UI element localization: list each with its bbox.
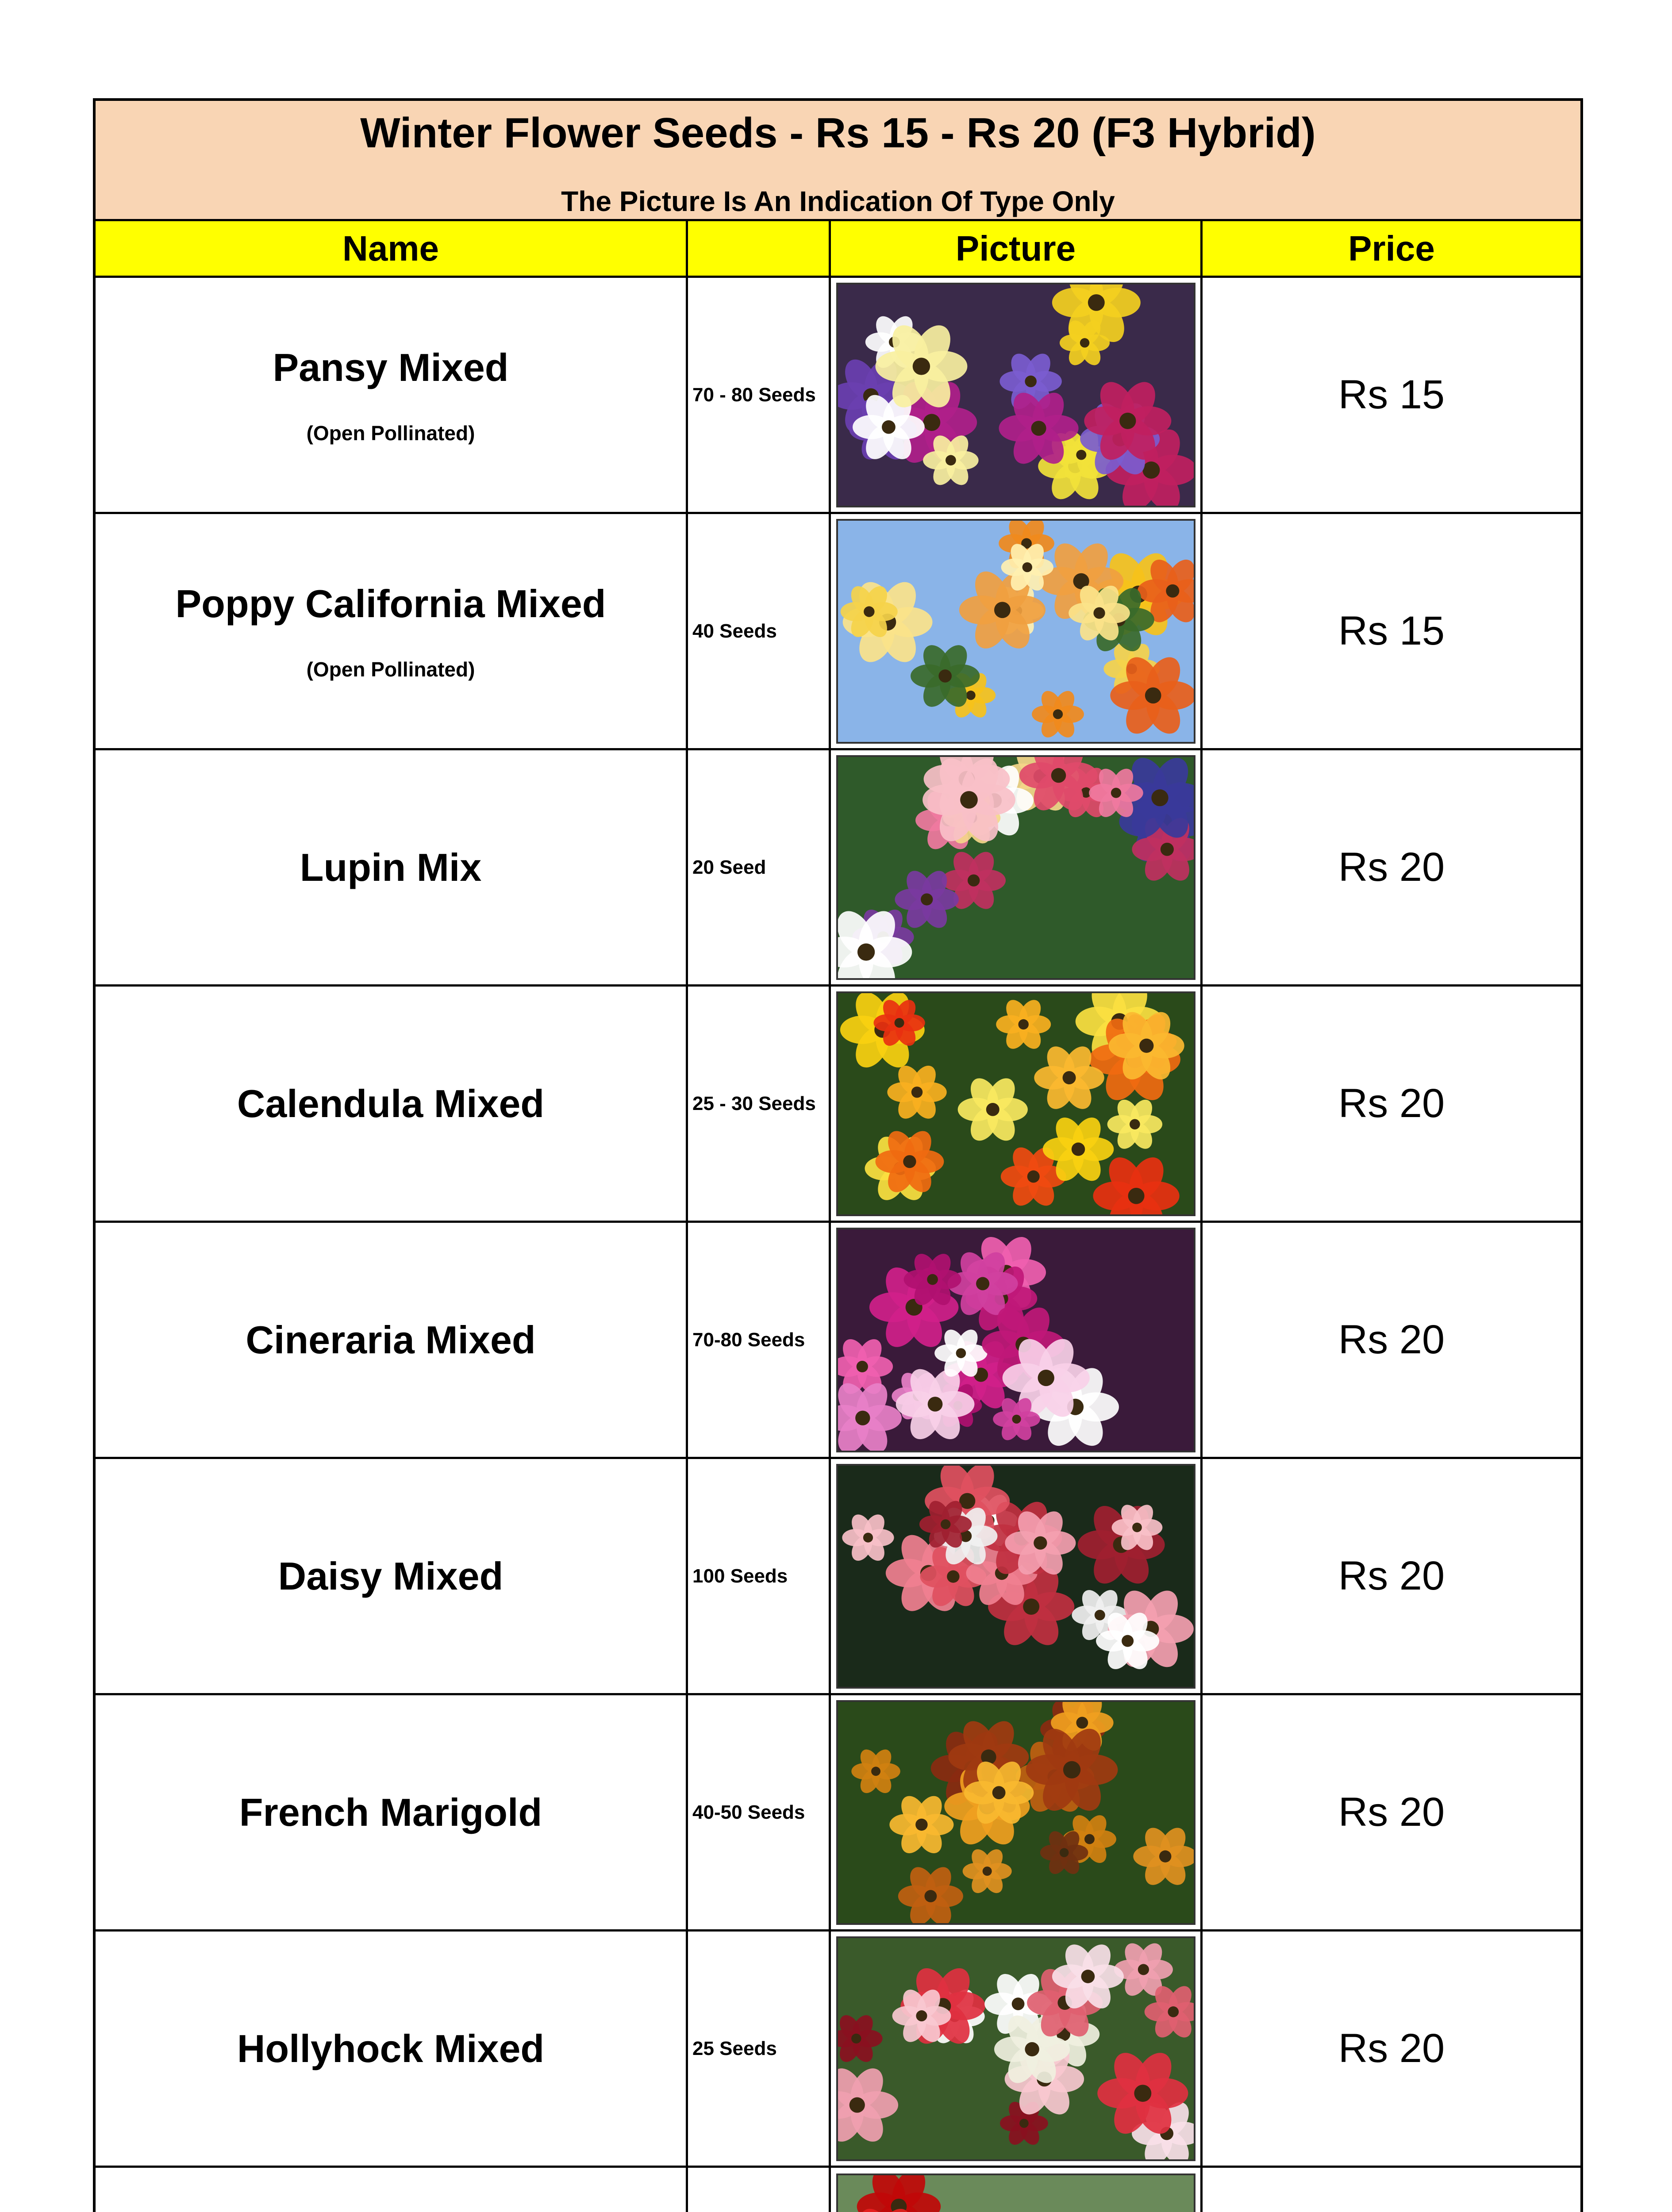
seed-quantity: 100 Seeds xyxy=(688,1459,831,1693)
title-block xyxy=(96,101,1580,221)
page-title: Winter Flower Seeds - Rs 15 - Rs 20 (F3 Hybrid) xyxy=(360,109,1316,157)
table-row xyxy=(96,750,1580,987)
table-row xyxy=(96,1223,1580,1459)
header-price: Price xyxy=(1348,228,1435,268)
seed-quantity xyxy=(688,2168,831,2212)
flower-name: Lupin Mix xyxy=(300,845,482,889)
price: Rs 20 xyxy=(1338,1081,1445,1126)
seed-quantity: 40-50 Seeds xyxy=(688,1695,831,1929)
california-poppy-photo xyxy=(836,519,1195,744)
page-subtitle: The Picture Is An Indication Of Type Only xyxy=(561,185,1115,217)
cineraria-flowers-photo xyxy=(836,1228,1195,1452)
name-cell xyxy=(96,514,688,748)
name-cell xyxy=(96,278,688,512)
name-cell xyxy=(96,1459,688,1693)
flower-name: Calendula Mixed xyxy=(237,1081,545,1125)
table-row xyxy=(96,1932,1580,2168)
table-row xyxy=(96,987,1580,1223)
red-poppy-photo xyxy=(836,2174,1195,2212)
hollyhock-flowers-photo xyxy=(836,1936,1195,2161)
french-marigold-photo xyxy=(836,1700,1195,1925)
picture-cell xyxy=(831,1932,1203,2166)
name-cell xyxy=(96,2168,688,2212)
table-row xyxy=(96,278,1580,514)
pollination-note: (Open Pollinated) xyxy=(306,421,475,445)
price xyxy=(1203,2168,1580,2212)
header-picture: Picture xyxy=(831,221,1203,276)
seed-quantity: 40 Seeds xyxy=(688,514,831,748)
picture-cell xyxy=(831,1223,1203,1457)
calendula-flowers-photo xyxy=(836,991,1195,1216)
picture-cell xyxy=(831,750,1203,984)
daisy-flowers-photo xyxy=(836,1464,1195,1689)
name-cell xyxy=(96,1932,688,2166)
flower-name: Pansy Mixed xyxy=(273,345,509,389)
seed-quantity: 25 - 30 Seeds xyxy=(688,987,831,1221)
header-quantity xyxy=(688,221,831,276)
name-cell xyxy=(96,987,688,1221)
table-row xyxy=(96,514,1580,750)
price: Rs 20 xyxy=(1338,2026,1445,2071)
flower-name: Hollyhock Mixed xyxy=(237,2026,545,2070)
seed-quantity: 20 Seed xyxy=(688,750,831,984)
flower-name: French Marigold xyxy=(239,1790,542,1834)
price: Rs 15 xyxy=(1338,372,1445,417)
table-row xyxy=(96,1459,1580,1695)
pollination-note: (Open Pollinated) xyxy=(306,657,475,681)
flower-name: Cineraria Mixed xyxy=(246,1317,536,1362)
name-cell xyxy=(96,1223,688,1457)
picture-cell xyxy=(831,2168,1203,2212)
flower-name: Daisy Mixed xyxy=(278,1554,504,1598)
picture-cell xyxy=(831,1695,1203,1929)
price-sheet xyxy=(93,98,1583,2212)
price: Rs 20 xyxy=(1338,1790,1445,1835)
price: Rs 20 xyxy=(1338,845,1445,890)
picture-cell xyxy=(831,514,1203,748)
name-cell xyxy=(96,750,688,984)
picture-cell xyxy=(831,278,1203,512)
price: Rs 20 xyxy=(1338,1553,1445,1598)
flower-name: Poppy California Mixed xyxy=(175,581,606,626)
picture-cell xyxy=(831,987,1203,1221)
table-row xyxy=(96,1695,1580,1932)
lupin-flowers-photo xyxy=(836,755,1195,980)
picture-cell xyxy=(831,1459,1203,1693)
price: Rs 15 xyxy=(1338,608,1445,653)
pansy-flowers-photo xyxy=(836,283,1195,507)
price: Rs 20 xyxy=(1338,1317,1445,1362)
name-cell xyxy=(96,1695,688,1929)
header-name: Name xyxy=(96,221,688,276)
table-header xyxy=(96,221,1580,278)
seed-quantity: 70-80 Seeds xyxy=(688,1223,831,1457)
table-row xyxy=(96,2168,1580,2212)
seed-quantity: 25 Seeds xyxy=(688,1932,831,2166)
seed-quantity: 70 - 80 Seeds xyxy=(688,278,831,512)
table-body xyxy=(96,278,1580,2212)
